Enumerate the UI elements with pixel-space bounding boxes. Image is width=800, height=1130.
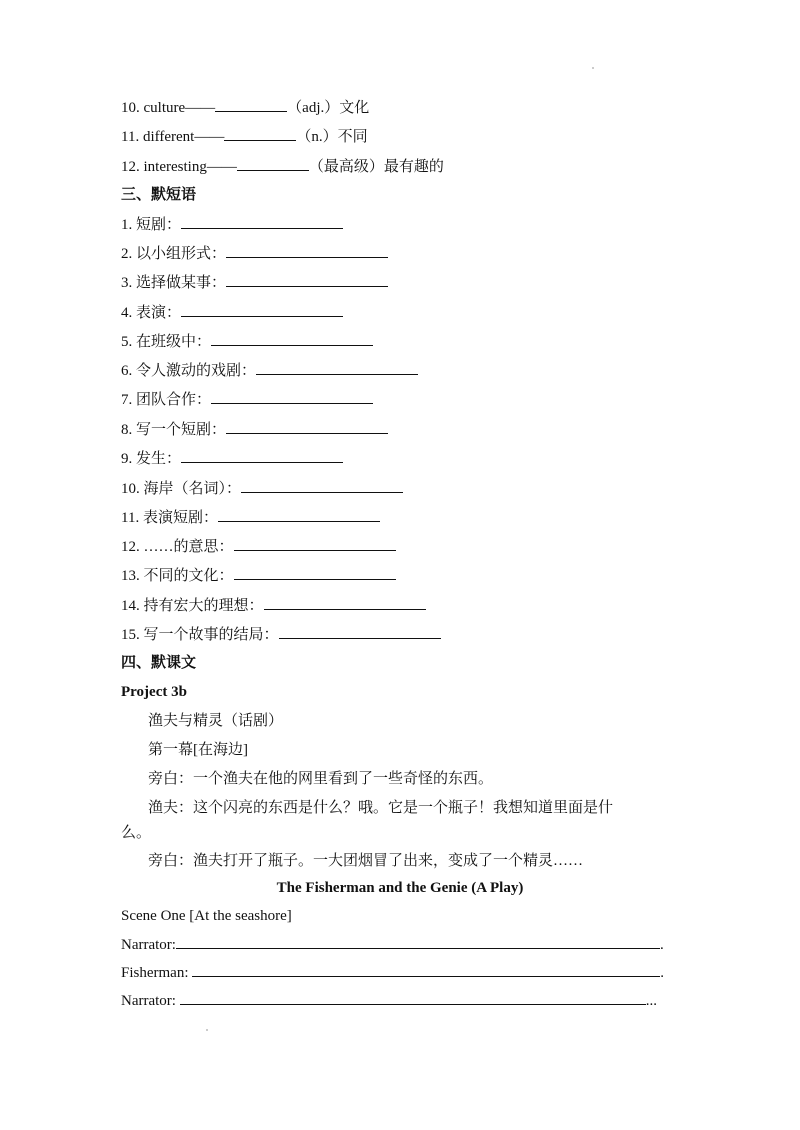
answer-blank[interactable] — [181, 302, 343, 317]
item-number: 11. — [121, 129, 140, 145]
section-heading: 四、默课文 — [121, 655, 197, 671]
item-number: 12. — [121, 539, 140, 555]
phrase-prompt: 持有宏大的理想： — [143, 598, 264, 614]
phrase-prompt: 表演： — [136, 305, 182, 321]
chinese-text-line: 第一幕[在海边] — [148, 742, 248, 758]
phrase-prompt: ……的意思： — [143, 539, 234, 555]
vocab-hint: （n.）不同 — [296, 129, 368, 145]
item-number: 12. — [121, 159, 140, 175]
phrase-prompt: 表演短剧： — [142, 510, 218, 526]
vocab-word: culture—— — [143, 100, 216, 116]
chinese-text-line: 旁白：一个渔夫在他的网里看到了一些奇怪的东西。 — [148, 771, 494, 787]
phrase-item — [121, 360, 418, 381]
speaker-label: Narrator: — [121, 937, 176, 953]
phrase-item — [121, 272, 388, 293]
phrase-item — [121, 507, 380, 528]
line-end: . — [660, 965, 664, 981]
vocab-item — [121, 126, 368, 147]
chinese-text-line: 旁白：渔夫打开了瓶子。一大团烟冒了出来，变成了一个精灵…… — [148, 853, 584, 869]
item-number: 2. — [121, 246, 133, 262]
item-number: 15. — [121, 627, 140, 643]
dictation-line — [121, 962, 664, 983]
item-number: 7. — [121, 392, 133, 408]
answer-blank[interactable] — [234, 565, 396, 580]
chinese-text-line: 渔夫与精灵（话剧） — [148, 713, 284, 729]
item-number: 10. — [121, 100, 140, 116]
answer-blank[interactable] — [234, 536, 396, 551]
phrase-item — [121, 419, 388, 440]
answer-blank[interactable] — [218, 507, 380, 522]
chinese-text-line: 么。 — [121, 825, 152, 841]
item-number: 5. — [121, 334, 133, 350]
phrase-item — [121, 331, 373, 352]
answer-blank[interactable] — [256, 360, 418, 375]
answer-blank[interactable] — [226, 419, 388, 434]
item-number: 3. — [121, 275, 133, 291]
speck — [206, 1029, 208, 1031]
answer-blank[interactable] — [237, 156, 309, 171]
play-title: The Fisherman and the Genie (A Play) — [276, 880, 524, 896]
phrase-item — [121, 302, 343, 323]
section-heading: 三、默短语 — [121, 187, 197, 203]
answer-blank[interactable] — [211, 389, 373, 404]
answer-blank[interactable] — [241, 478, 403, 493]
project-label: Project 3b — [121, 684, 187, 700]
answer-blank[interactable] — [181, 448, 343, 463]
answer-blank[interactable] — [224, 126, 296, 141]
line-end: ... — [645, 993, 657, 1009]
phrase-prompt: 令人激动的戏剧： — [136, 363, 257, 379]
item-number: 1. — [121, 217, 133, 233]
phrase-item — [121, 595, 426, 616]
vocab-item — [121, 156, 444, 177]
chinese-text-line: 渔夫：这个闪亮的东西是什么？哦。它是一个瓶子！我想知道里面是什 — [148, 800, 614, 816]
phrase-prompt: 短剧： — [136, 217, 182, 233]
vocab-item — [121, 97, 369, 118]
phrase-item — [121, 448, 343, 469]
answer-blank[interactable] — [264, 595, 426, 610]
phrase-item — [121, 624, 441, 645]
item-number: 11. — [121, 510, 140, 526]
phrase-prompt: 不同的文化： — [143, 568, 234, 584]
vocab-word: different—— — [142, 129, 225, 145]
item-number: 8. — [121, 422, 133, 438]
line-end: . — [659, 937, 664, 953]
item-number: 14. — [121, 598, 140, 614]
answer-blank[interactable] — [226, 243, 388, 258]
answer-blank[interactable] — [215, 97, 287, 112]
item-number: 9. — [121, 451, 133, 467]
vocab-hint: （最高级）最有趣的 — [308, 159, 444, 175]
item-number: 10. — [121, 481, 140, 497]
vocab-word: interesting—— — [143, 159, 237, 175]
speaker-label: Narrator: — [121, 993, 180, 1009]
speaker-label: Fisherman: — [121, 965, 193, 981]
item-number: 13. — [121, 568, 140, 584]
phrase-item — [121, 214, 343, 235]
phrase-prompt: 写一个故事的结局： — [143, 627, 279, 643]
phrase-prompt: 选择做某事： — [136, 275, 227, 291]
answer-blank[interactable] — [211, 331, 373, 346]
answer-blank[interactable] — [192, 962, 660, 977]
phrase-prompt: 在班级中： — [136, 334, 212, 350]
phrase-prompt: 海岸（名词）： — [143, 481, 242, 497]
phrase-item — [121, 565, 396, 586]
answer-blank[interactable] — [226, 272, 388, 287]
phrase-item — [121, 389, 373, 410]
item-number: 6. — [121, 363, 133, 379]
vocab-hint: （adj.）文化 — [287, 100, 370, 116]
phrase-prompt: 团队合作： — [136, 392, 212, 408]
phrase-item — [121, 536, 396, 557]
speck — [592, 67, 594, 69]
answer-blank[interactable] — [176, 934, 660, 949]
phrase-item — [121, 478, 403, 499]
scene-label: Scene One [At the seashore] — [121, 908, 292, 924]
item-number: 4. — [121, 305, 133, 321]
answer-blank[interactable] — [181, 214, 343, 229]
phrase-item — [121, 243, 388, 264]
answer-blank[interactable] — [279, 624, 441, 639]
dictation-line — [121, 990, 657, 1011]
phrase-prompt: 以小组形式： — [136, 246, 227, 262]
answer-blank[interactable] — [180, 990, 646, 1005]
dictation-line — [121, 934, 664, 955]
phrase-prompt: 写一个短剧： — [136, 422, 227, 438]
phrase-prompt: 发生： — [136, 451, 182, 467]
